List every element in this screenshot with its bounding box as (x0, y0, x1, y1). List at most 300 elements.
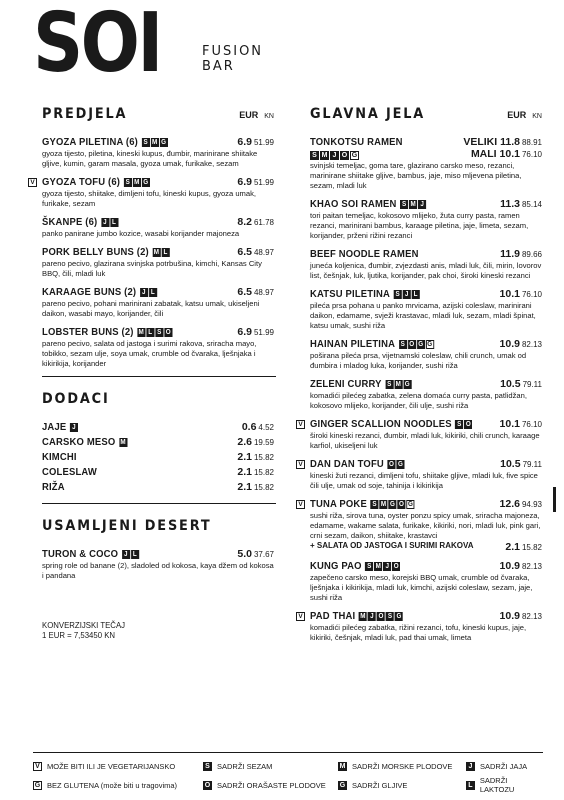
item-description: gyoza tijesto, piletina, kineski kupus, đumbir, marinirane shiitake gljive, kumin, garam masala, gyoza umak, furikake, sezam (42, 149, 258, 168)
item-row (310, 378, 542, 390)
price-eur: 10.5 (500, 458, 521, 470)
legend-text: SADRŽI MORSKE PLODOVE (352, 762, 453, 771)
legend-key-v: V (33, 762, 42, 771)
vegetarian-icon: V (296, 612, 305, 621)
dodaci-header (42, 391, 274, 407)
allergen-badge-s: S (310, 151, 319, 160)
allergen-badge-m: M (321, 152, 328, 159)
allergen-badge-o: O (465, 420, 471, 428)
item-price (237, 176, 274, 188)
price-kn: 15.82 (521, 543, 542, 552)
allergen-badge-m: M (360, 612, 366, 620)
item-price (463, 136, 542, 148)
legend-item (33, 776, 203, 794)
conversion-rate (42, 621, 274, 641)
currency-header (507, 110, 542, 120)
legend-key-j: J (466, 762, 475, 771)
item-description: komadići pilećeg zabatka, zelena domaća curry pasta, patlidžan, kokosovo mlijeko, korijander, čili ulje, sushi riža (310, 391, 527, 410)
item-name (310, 198, 426, 210)
desert-list (42, 548, 274, 581)
allergen-badge-l: L (146, 328, 154, 337)
item-row (310, 458, 542, 470)
allergen-badges (70, 423, 78, 432)
price-eur: 11.8 (500, 136, 520, 148)
allergen-badges (137, 328, 172, 337)
allergen-badge-o: O (409, 340, 415, 348)
item-row (310, 498, 542, 510)
legend-text: SADRŽI ORAŠASTE PLODOVE (217, 780, 326, 790)
eur-label: EUR (239, 110, 259, 120)
price-eur: 11.3 (500, 198, 520, 210)
item-row (310, 610, 542, 622)
item-row (42, 481, 274, 493)
menu-item (42, 326, 274, 369)
allergen-badge-o: O (341, 152, 348, 159)
item-price (237, 451, 274, 463)
item-row (310, 248, 542, 260)
menu-item (30, 176, 274, 209)
price-eur: 10.1 (499, 418, 520, 430)
footer-divider (33, 752, 543, 753)
allergen-badge-o: O (389, 460, 395, 468)
allergen-badges (124, 178, 150, 187)
menu-item (42, 216, 274, 239)
item-name (42, 136, 168, 148)
allergen-badge-j: J (140, 288, 148, 297)
menu-item (298, 458, 542, 491)
predjela-list (30, 136, 274, 369)
item-name-text: PAD THAI (310, 610, 356, 622)
allergen-badge-j: J (368, 612, 376, 621)
price-kn: 76.10 (521, 150, 542, 159)
right-column (298, 106, 542, 650)
menu-item (298, 418, 542, 451)
item-price (237, 466, 274, 478)
price-kn: 88.91 (521, 138, 542, 147)
price-eur: 2.1 (237, 481, 252, 493)
item-name (42, 548, 139, 560)
kn-label: KN (532, 113, 542, 120)
desert-header (42, 518, 274, 534)
section-title: PREDJELA (42, 106, 128, 122)
logo: SOI (33, 0, 161, 91)
item-description: komadići pilećeg zabatka, rižini rezanci, tofu, kineski kupus, jaje, kikiriki, češnjak, mladi luk, pad thai umak, limeta (310, 623, 527, 642)
allergen-badge-j: J (330, 151, 339, 160)
item-row (42, 436, 274, 448)
logo-subtitle (202, 44, 263, 74)
conversion-value: 1 EUR = 7,53450 KN (42, 631, 116, 640)
legend-text: SADRŽI GLJIVE (352, 780, 408, 790)
price-eur: 6.9 (237, 326, 252, 338)
scrollbar[interactable] (553, 487, 556, 512)
allergen-badge-l: L (161, 248, 169, 257)
allergen-badge-g: G (404, 380, 410, 388)
item-name-text: JAJE (42, 421, 67, 433)
price-kn: 89.66 (521, 250, 542, 259)
item-price (500, 338, 542, 350)
glavna-header (310, 106, 542, 122)
allergen-badges (152, 248, 169, 257)
price-eur: 10.1 (499, 288, 520, 300)
allergen-badges (455, 420, 472, 429)
item-description: pareno pecivo, glazirana svinjska potrbušina, kimchi, Kansas City BBQ, čili, mladi luk (42, 259, 262, 278)
section-title: USAMLJENI DESERT (42, 518, 212, 534)
item-name-text: KUNG PAO (310, 560, 362, 572)
predjela-header (42, 106, 274, 122)
legend-item (338, 762, 466, 771)
item-row (310, 418, 542, 430)
allergen-badges (371, 500, 415, 509)
allergen-badge-g: G (390, 500, 396, 508)
item-name-text: KARAAGE BUNS (2) (42, 286, 137, 298)
item-description: panko panirane jumbo kozice, wasabi korijander majoneza (42, 229, 240, 238)
allergen-badge-g: G (351, 152, 358, 159)
allergen-badges (119, 438, 127, 447)
size-label: VELIKI (463, 136, 498, 148)
eur-label: EUR (507, 110, 527, 120)
item-row (42, 136, 274, 148)
legend-item (33, 762, 203, 771)
item-description: zapečeno carsko meso, korejski BBQ umak, crumble od čvaraka, lješnjaka i kikirikija, mladi luk, kimchi, azijski coleslaw, sezam, jaje, sushi riža (310, 573, 533, 602)
allergen-badge-s: S (400, 340, 405, 348)
logo-sub1: FUSION (202, 44, 264, 59)
item-name-text: HAINAN PILETINA (310, 338, 396, 350)
item-name (42, 246, 170, 258)
price-eur: 0.6 (241, 421, 257, 433)
price-kn: 51.99 (253, 178, 274, 187)
price-eur: 10.9 (499, 338, 520, 350)
allergen-badges (365, 562, 400, 571)
item-name-text: COLESLAW (42, 466, 97, 478)
price-kn: 51.99 (253, 138, 274, 147)
allergen-badges (399, 340, 434, 349)
price-kn: 94.93 (521, 500, 542, 509)
glavna-list (298, 198, 542, 643)
menu-item (42, 481, 274, 493)
item-name-text: LOBSTER BUNS (2) (42, 326, 134, 338)
item-description: gyoza tijesto, shiitake, dimljeni tofu, kineski kupus, gyoza umak, furikake, sezam (42, 189, 256, 208)
item-description: pareno pecivo, salata od jastoga i surimi rakova, sriracha mayo, tobikko, sezam ulje, soya umak, crumble od čvaraka, lješnjaka i kikirikija, korijander (42, 339, 257, 368)
menu-item (42, 451, 274, 463)
price-kn: 37.67 (253, 550, 274, 559)
allergen-badge-l: L (131, 550, 139, 559)
item-price (237, 136, 274, 148)
item-description: juneća koljenica, đumbir, zvjezdasti anis, mladi luk, čili, mirin, lovorov list, češnjak, luk, ljutika, korijander, pak choi, široki kineski rezanci (310, 261, 542, 280)
item-description: sushi riža, sirova tuna, oyster ponzu spicy umak, sriracha majoneza, edamame, wakame salata, furikake, kikiriki, nori, mladi luk, pink gari, crni sezam, daikon, shiitake, krastavci (310, 511, 541, 540)
item-row (42, 466, 274, 478)
price-kn: 85.14 (521, 200, 542, 209)
price-eur: 6.9 (237, 176, 252, 188)
item-name-text: RIŽA (42, 481, 65, 493)
item-price (237, 436, 274, 448)
price-eur: 2.1 (237, 451, 252, 463)
item-row (42, 246, 274, 258)
item-row (42, 176, 274, 188)
item-name: TONKOTSU RAMEN (310, 136, 403, 148)
allergen-legend (33, 762, 543, 799)
price-eur: 2.1 (237, 466, 252, 478)
menu-item-tonkotsu (310, 136, 542, 191)
price-kn: 82.13 (521, 562, 542, 571)
price-eur: 10.9 (499, 610, 520, 622)
item-name-text: TUNA POKE (310, 498, 367, 510)
allergen-badge-g: G (396, 612, 402, 620)
price-kn: 61.78 (253, 218, 274, 227)
item-price (237, 326, 274, 338)
allergen-badge-g: G (418, 340, 424, 348)
menu-item (310, 378, 542, 411)
menu-item (298, 610, 542, 643)
allergen-badge-o: O (165, 328, 171, 336)
allergen-badges (122, 550, 139, 559)
allergen-badge-s: S (143, 138, 148, 146)
dodaci-list (42, 421, 274, 493)
menu-item (42, 548, 274, 581)
item-row (42, 451, 274, 463)
legend-key-s: S (203, 762, 212, 771)
item-description: svinjski temeljac, goma tare, glazirano carsko meso, rezanci, marinirane shiitake gljive, bambus, jaje, miso mljevena piletina, sezam, mladi luk (310, 161, 522, 190)
item-price (242, 421, 274, 433)
price-eur: 2.1 (505, 541, 520, 553)
legend-key-l: L (466, 781, 475, 790)
legend-row (33, 762, 543, 771)
item-name-text: ZELENI CURRY (310, 378, 382, 390)
allergen-badges (359, 612, 403, 621)
left-column (30, 106, 274, 641)
price-eur: 6.5 (237, 246, 252, 258)
item-price (471, 148, 542, 160)
allergen-badges (310, 151, 359, 160)
extra-name: + SALATA OD JASTOGA I SURIMI RAKOVA (310, 541, 474, 550)
price-kn: 76.10 (521, 420, 542, 429)
vegetarian-icon: V (296, 460, 305, 469)
item-name-text: GYOZA PILETINA (6) (42, 136, 139, 148)
allergen-badge-j: J (122, 550, 130, 559)
menu-item (42, 436, 274, 448)
allergen-badge-s: S (401, 200, 407, 208)
item-row (310, 288, 542, 300)
allergen-badge-g: G (161, 138, 167, 146)
vegetarian-icon: V (296, 500, 305, 509)
price-eur: 10.1 (499, 148, 520, 160)
item-name (310, 338, 434, 350)
item-name-text: KATSU PILETINA (310, 288, 391, 300)
item-row (42, 326, 274, 338)
item-name (310, 498, 415, 510)
price-eur: 2.6 (237, 436, 252, 448)
allergen-badge-m: M (395, 380, 402, 388)
price-eur: 11.9 (500, 248, 520, 260)
allergen-badge-s: S (125, 178, 130, 186)
allergen-badge-o: O (399, 500, 405, 508)
item-row (310, 338, 542, 350)
price-kn: 51.99 (253, 328, 274, 337)
price-eur: 10.9 (499, 560, 520, 572)
section-title: DODACI (42, 391, 110, 407)
menu-item (310, 560, 542, 603)
item-name (310, 288, 420, 300)
allergen-badge-s: S (367, 562, 372, 570)
item-name (310, 418, 472, 430)
price-kn: 15.82 (253, 483, 274, 492)
item-description: tori paitan temeljac, kokosovo mlijeko, žuta curry pasta, ramen rezanci, marinirani bambus, karaage piletina, jaje, limeta, sezam, korijander, prženi rižini rezanci (310, 211, 529, 240)
price-eur: 8.2 (237, 216, 252, 228)
item-name-text: KIMCHI (42, 451, 77, 463)
item-price (500, 560, 542, 572)
item-price (500, 198, 542, 210)
menu-item (310, 198, 542, 241)
item-row (42, 216, 274, 228)
price-kn: 76.10 (521, 290, 542, 299)
allergen-badges (394, 290, 420, 299)
allergen-badges (385, 380, 411, 389)
allergen-badge-g: G (427, 340, 433, 348)
allergen-badge-o: O (393, 562, 399, 570)
price-kn: 82.13 (521, 612, 542, 621)
price-eur: 12.6 (499, 498, 520, 510)
legend-item (203, 762, 338, 771)
allergen-badge-l: L (110, 218, 118, 227)
price-eur: 5.0 (237, 548, 252, 560)
price-eur: 6.9 (237, 136, 252, 148)
item-name (42, 216, 118, 228)
menu-item (310, 248, 542, 281)
allergen-badge-g: G (143, 178, 149, 186)
item-name-text: PORK BELLY BUNS (2) (42, 246, 149, 258)
allergen-badge-j: J (101, 218, 109, 227)
item-name (42, 421, 78, 433)
size-label: MALI (470, 148, 497, 160)
allergen-badge-m: M (153, 248, 160, 256)
item-name (42, 286, 157, 298)
allergen-badge-m: M (380, 500, 387, 508)
allergen-badge-j: J (70, 423, 78, 432)
allergen-badge-m: M (138, 328, 144, 336)
allergen-badges (400, 200, 426, 209)
legend-item (203, 776, 338, 794)
allergen-badge-l: L (412, 290, 420, 299)
allergen-badge-g: G (398, 460, 404, 468)
allergen-badge-m: M (375, 562, 382, 570)
menu-item (42, 421, 274, 433)
price-kn: 82.13 (521, 340, 542, 349)
legend-text: MOŽE BITI ILI JE VEGETARIJANSKO (47, 762, 176, 771)
item-description: pileća prsa pohana u panko mrvicama, azijski coleslaw, marinirani daikon, edamame, svježi krastavac, mladi luk, sezam, mladi špinat, katsu umak, sushi riža (310, 301, 536, 330)
allergen-badge-s: S (372, 500, 377, 508)
allergen-badge-j: J (418, 200, 426, 209)
item-name (310, 378, 411, 390)
logo-sub2: BAR (202, 59, 235, 74)
legend-row (33, 776, 543, 794)
item-price (500, 498, 542, 510)
item-description: pareno pecivo, pohani marinirani zabatak, katsu umak, ukiseljeni daikon, wasabi mayo, korijander, čili (42, 299, 260, 318)
price-kn: 15.82 (253, 468, 274, 477)
item-price (500, 248, 542, 260)
legend-text: BEZ GLUTENA (može biti u tragovima) (47, 780, 178, 790)
item-price (237, 481, 274, 493)
allergen-badge-j: J (403, 290, 411, 299)
item-row (42, 421, 274, 433)
item-name-text: DAN DAN TOFU (310, 458, 384, 470)
item-name (42, 326, 172, 338)
legend-text: SADRŽI SEZAM (217, 762, 273, 771)
item-row (310, 560, 542, 572)
allergen-badge-s: S (387, 380, 392, 388)
allergen-badge-s: S (387, 612, 393, 620)
menu-item (42, 286, 274, 319)
item-row (42, 286, 274, 298)
allergen-badges (101, 218, 118, 227)
item-row (310, 198, 542, 210)
item-price (237, 548, 274, 560)
vegetarian-icon: V (28, 178, 37, 187)
allergen-badge-s: S (457, 420, 462, 428)
item-extra (310, 541, 542, 553)
item-name-text: BEEF NOODLE RAMEN (310, 248, 419, 260)
legend-item (338, 776, 466, 794)
legend-item (466, 762, 543, 771)
item-description: spring role od banane (2), sladoled od kokosa, kaya džem od kokosa i pandana (42, 561, 274, 580)
legend-text: SADRŽI LAKTOZU (479, 776, 515, 794)
item-price (500, 288, 542, 300)
item-name (42, 466, 97, 478)
item-description: kineski žuti rezanci, dimljeni tofu, shiitake gljive, mladi luk, five spice čili ulje, umak od soje, tahinija i kikirikija (310, 471, 538, 490)
menu-item (310, 288, 542, 331)
divider (42, 376, 276, 377)
price-eur: 10.5 (500, 378, 521, 390)
item-price (237, 216, 274, 228)
allergen-badges (142, 138, 168, 147)
item-name-text: GINGER SCALLION NOODLES (310, 418, 452, 430)
section-title: GLAVNA JELA (310, 106, 426, 122)
legend-key-m: M (339, 763, 346, 770)
item-price (500, 378, 542, 390)
item-name-text: CARSKO MESO (42, 436, 116, 448)
item-name-text: GYOZA TOFU (6) (42, 176, 121, 188)
item-name (310, 560, 400, 572)
item-price (500, 610, 542, 622)
allergen-badge-l: L (149, 288, 157, 297)
item-name (310, 458, 405, 470)
menu-item (42, 136, 274, 169)
menu-item (42, 466, 274, 478)
item-row (42, 548, 274, 560)
item-name-text: KHAO SOI RAMEN (310, 198, 397, 210)
price-kn: 48.97 (253, 248, 274, 257)
item-price (500, 418, 542, 430)
price-kn: 19.59 (253, 438, 274, 447)
item-name (42, 176, 150, 188)
item-name (42, 451, 77, 463)
allergen-badge-m: M (120, 438, 126, 446)
legend-key-g: G (34, 781, 41, 789)
divider (42, 503, 276, 504)
item-name-text: ŠKANPE (6) (42, 216, 98, 228)
allergen-badge-s: S (157, 328, 162, 336)
allergen-badge-o: O (378, 612, 384, 620)
item-price (500, 458, 542, 470)
item-name (42, 481, 65, 493)
allergen-badge-s: S (395, 290, 400, 298)
extra-price (505, 541, 542, 553)
price-kn: 48.97 (253, 288, 274, 297)
legend-item (466, 776, 543, 794)
kn-label: KN (264, 113, 274, 120)
menu-item (42, 246, 274, 279)
price-kn: 79.11 (522, 380, 542, 389)
allergen-badge-m: M (151, 138, 158, 146)
item-description: široki kineski rezanci, đumbir, mladi luk, kikiriki, chili crunch, karaage karfiol, ukiseljeni luk (310, 431, 540, 450)
